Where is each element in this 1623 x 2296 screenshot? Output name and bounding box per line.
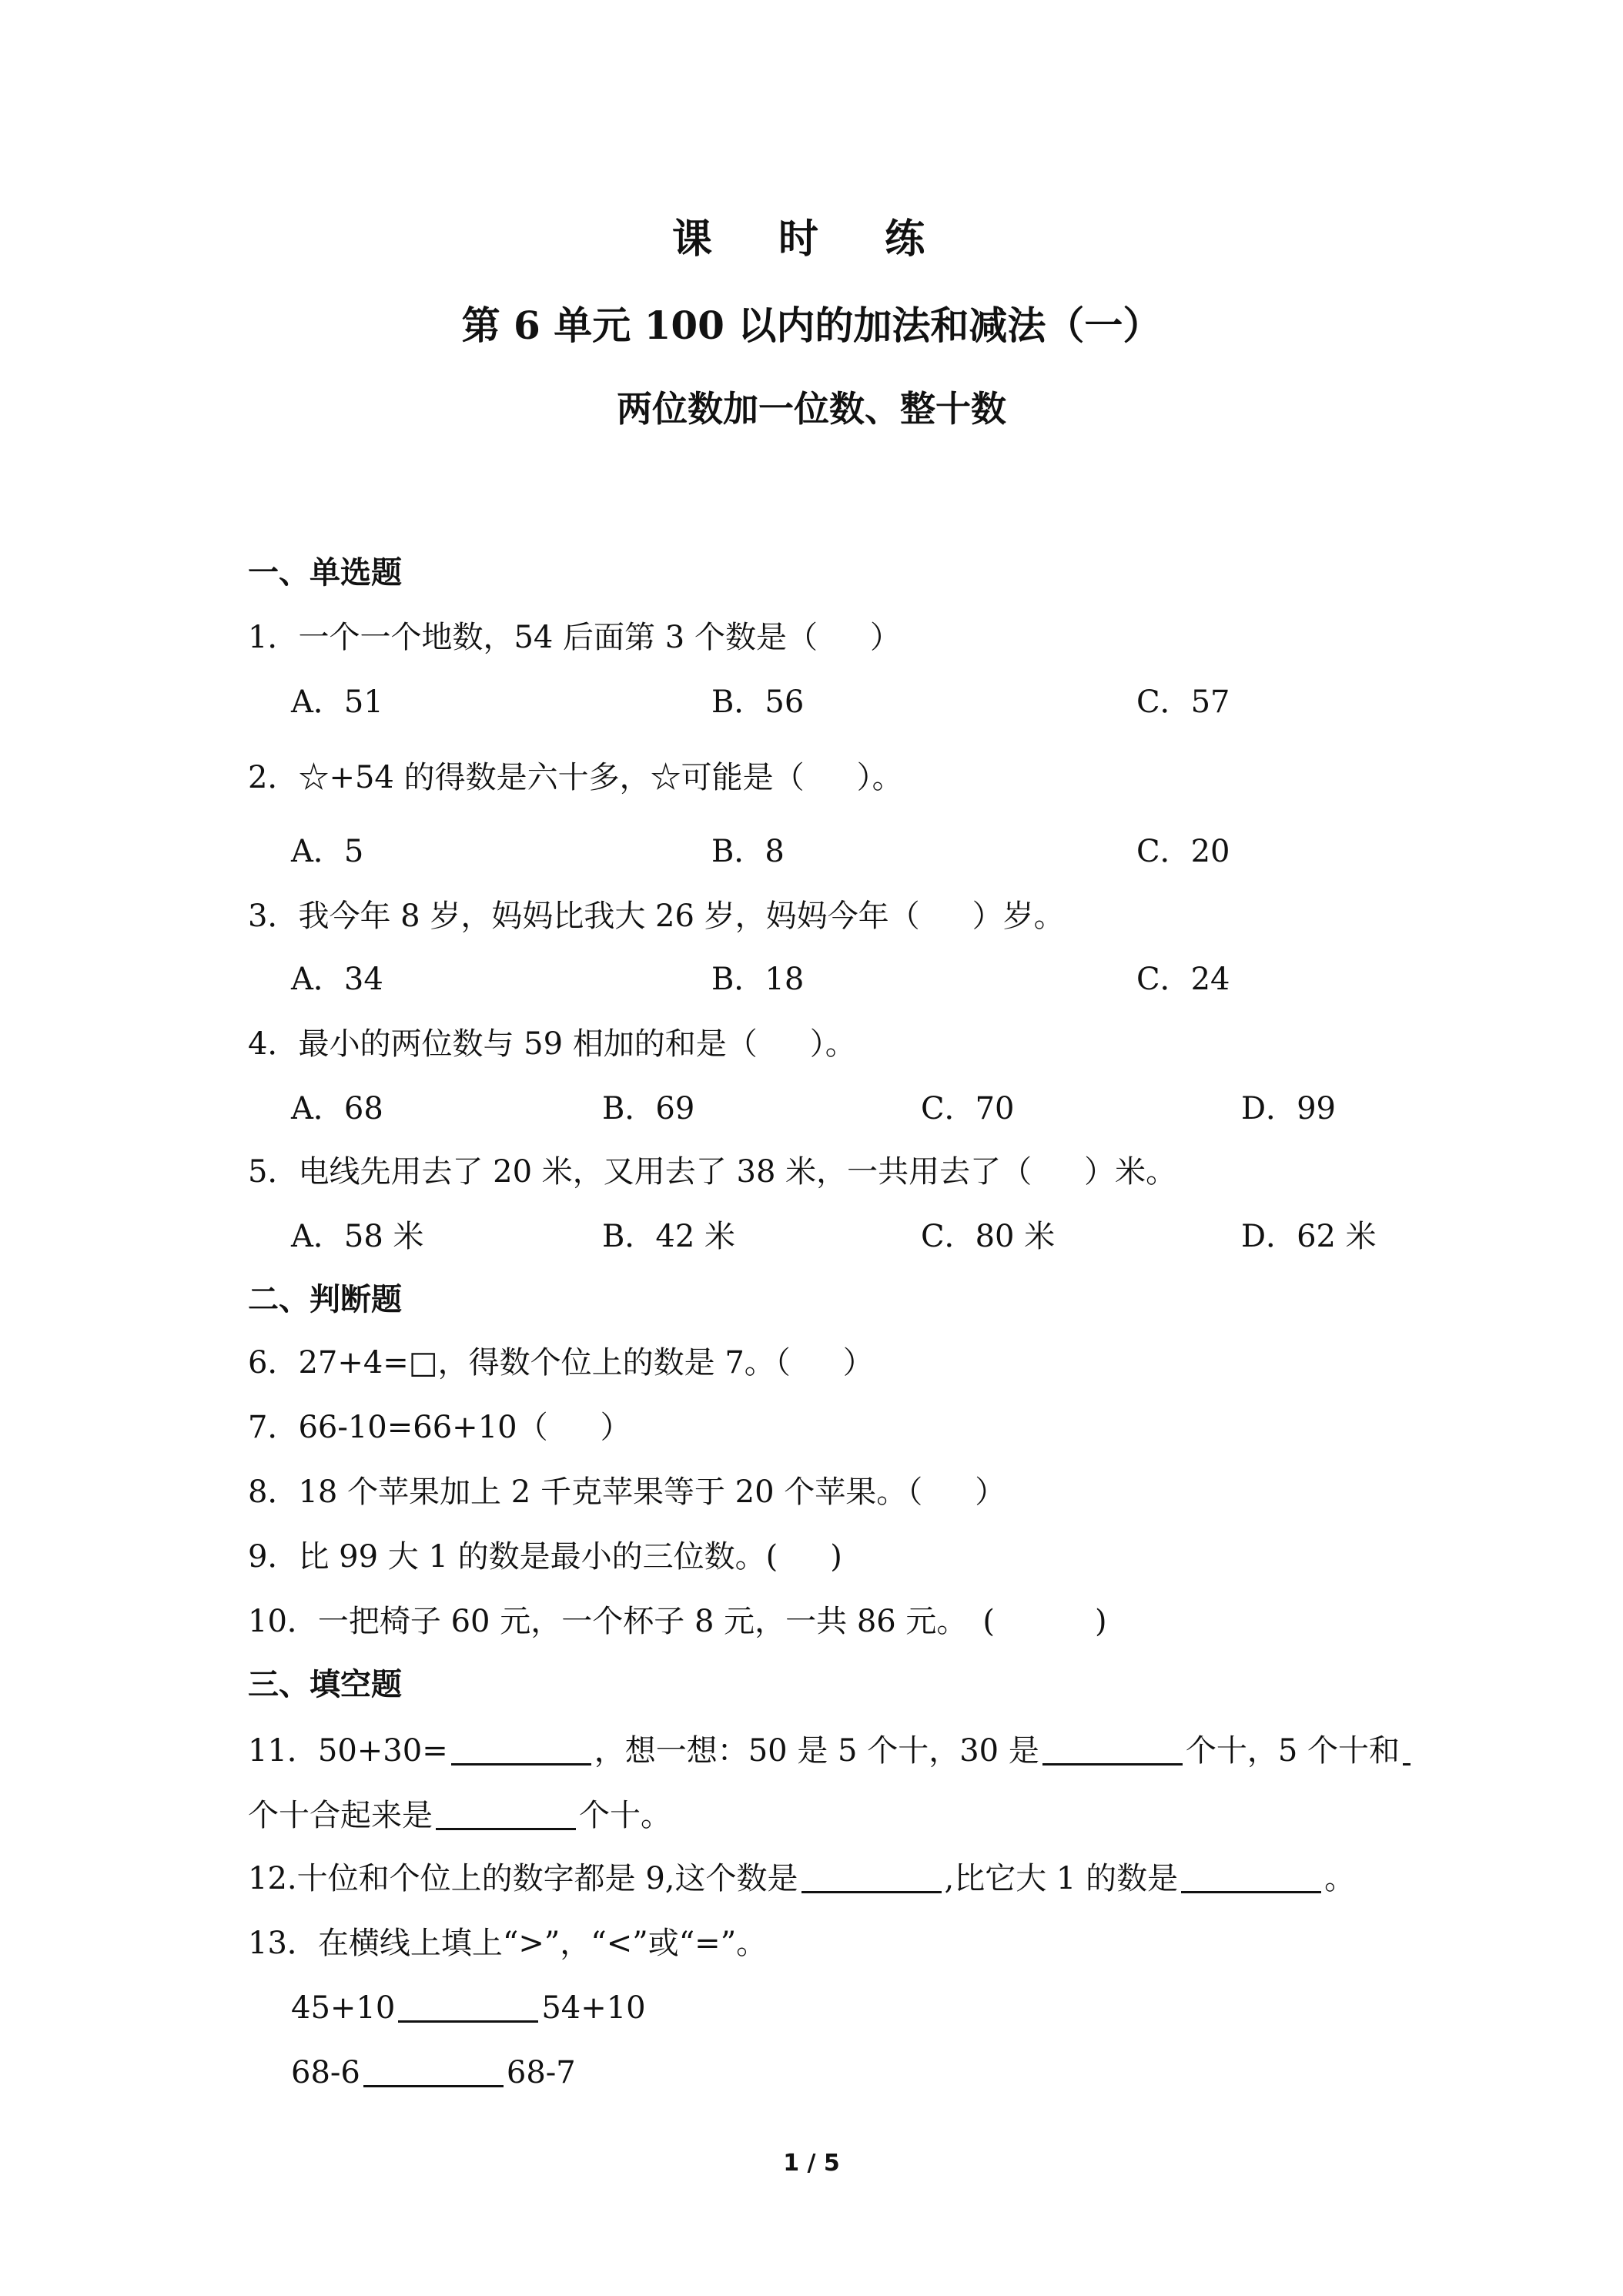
question-5-close: ）米。	[1084, 1154, 1177, 1190]
question-13	[248, 1922, 767, 1965]
question-8-close: ）	[975, 1474, 1006, 1510]
question-2-close: ）。	[856, 760, 903, 795]
answer-blank[interactable]	[451, 1732, 591, 1766]
question-3	[248, 895, 1065, 938]
question-11-part-3: 个十，5 个十和	[1185, 1733, 1400, 1769]
question-1-option-a[interactable]: A．51	[291, 684, 383, 720]
question-10-stem: 10．一把椅子 60 元，一个杯子 8 元，一共 86 元。 (	[248, 1604, 996, 1639]
question-11-line-1	[248, 1729, 1414, 1772]
question-6-stem: 6．27+4=□，得数个位上的数是 7。（	[248, 1345, 791, 1381]
answer-blank[interactable]	[1042, 1732, 1183, 1766]
page-number: 1 / 5	[783, 2150, 840, 2177]
lesson-title: 两位数加一位数、整十数	[617, 388, 1006, 430]
question-1-close: ）	[869, 620, 901, 655]
question-2-stem: 2．☆+54 的得数是六十多，☆可能是（	[248, 760, 805, 795]
worksheet-title: 课 时 练	[671, 216, 952, 263]
question-1-option-b[interactable]: B．56	[711, 684, 805, 720]
question-7	[248, 1406, 631, 1449]
question-1-option-c[interactable]: C．57	[1136, 684, 1230, 720]
question-5-option-d[interactable]: D．62 米	[1241, 1219, 1377, 1254]
answer-blank[interactable]	[398, 1990, 538, 2023]
question-2	[248, 756, 903, 799]
question-9	[248, 1535, 842, 1578]
question-2-option-b[interactable]: B．8	[711, 834, 785, 869]
question-9-stem: 9．比 99 大 1 的数是最小的三位数。(	[248, 1539, 778, 1575]
question-4	[248, 1022, 856, 1066]
question-5-option-b[interactable]: B．42 米	[602, 1219, 736, 1254]
question-9-close: )	[830, 1539, 842, 1575]
question-11-part-2: ，想一想：50 是 5 个十，30 是	[594, 1733, 1039, 1769]
question-11-part-4: 个十合起来是	[248, 1798, 433, 1833]
question-11-part-5: 个十。	[579, 1798, 671, 1833]
question-2-option-c[interactable]: C．20	[1136, 834, 1230, 869]
section-heading-true-false: 二、判断题	[248, 1282, 402, 1317]
question-12	[248, 1857, 1355, 1900]
question-2-option-a[interactable]: A．5	[291, 834, 364, 869]
question-6	[248, 1341, 874, 1384]
question-3-option-b[interactable]: B．18	[711, 962, 805, 997]
question-11-part-1: 11．50+30=	[248, 1733, 448, 1769]
answer-blank[interactable]	[1181, 1860, 1321, 1893]
question-3-option-a[interactable]: A．34	[291, 962, 383, 997]
question-3-option-c[interactable]: C．24	[1136, 962, 1230, 997]
question-8-stem: 8．18 个苹果加上 2 千克苹果等于 20 个苹果。（	[248, 1474, 923, 1510]
question-1	[248, 616, 901, 659]
question-3-close: ）岁。	[972, 899, 1065, 934]
question-13-row-1	[291, 1986, 646, 2030]
question-4-close: ）。	[809, 1026, 856, 1062]
question-5	[248, 1150, 1176, 1193]
section-heading-single-choice: 一、单选题	[248, 555, 402, 591]
question-10-close: )	[1095, 1604, 1107, 1639]
row-1-right-expression: 54+10	[541, 1990, 646, 2026]
row-1-left-expression: 45+10	[291, 1990, 396, 2026]
unit-title: 第 6 单元 100 以内的加法和减法（一）	[461, 303, 1162, 348]
question-1-stem: 1．一个一个地数，54 后面第 3 个数是（	[248, 620, 818, 655]
answer-blank[interactable]	[436, 1797, 576, 1830]
question-5-option-a[interactable]: A．58 米	[291, 1219, 424, 1254]
question-12-part-3: 。	[1324, 1861, 1356, 1896]
answer-blank[interactable]	[801, 1860, 942, 1893]
question-4-option-a[interactable]: A．68	[291, 1091, 383, 1126]
question-6-close: ）	[842, 1345, 874, 1381]
question-8	[248, 1471, 1006, 1514]
question-11-line-2	[248, 1794, 671, 1837]
question-7-close: ）	[600, 1410, 631, 1445]
question-10	[248, 1600, 1107, 1643]
question-4-option-d[interactable]: D．99	[1241, 1091, 1336, 1126]
answer-blank[interactable]	[363, 2054, 504, 2087]
question-13-row-2	[291, 2051, 576, 2094]
question-7-stem: 7．66-10=66+10（	[248, 1410, 548, 1445]
row-2-right-expression: 68-7	[506, 2055, 576, 2090]
row-2-left-expression: 68-6	[291, 2055, 360, 2090]
question-12-part-1: 12.十位和个位上的数字都是 9,这个数是	[248, 1861, 798, 1896]
question-4-option-b[interactable]: B．69	[602, 1091, 695, 1126]
question-4-stem: 4．最小的两位数与 59 相加的和是（	[248, 1026, 758, 1062]
question-4-option-c[interactable]: C．70	[921, 1091, 1015, 1126]
question-5-option-c[interactable]: C．80 米	[921, 1219, 1056, 1254]
question-3-stem: 3．我今年 8 岁，妈妈比我大 26 岁，妈妈今年（	[248, 899, 920, 934]
answer-blank[interactable]	[1403, 1732, 1411, 1766]
question-5-stem: 5．电线先用去了 20 米，又用去了 38 米，一共用去了（	[248, 1154, 1032, 1190]
question-12-part-2: ,比它大 1 的数是	[944, 1861, 1179, 1896]
section-heading-fill-blank: 三、填空题	[248, 1667, 402, 1702]
question-13-stem: 13．在横线上填上“>”，“<”或“=”。	[248, 1926, 768, 1961]
